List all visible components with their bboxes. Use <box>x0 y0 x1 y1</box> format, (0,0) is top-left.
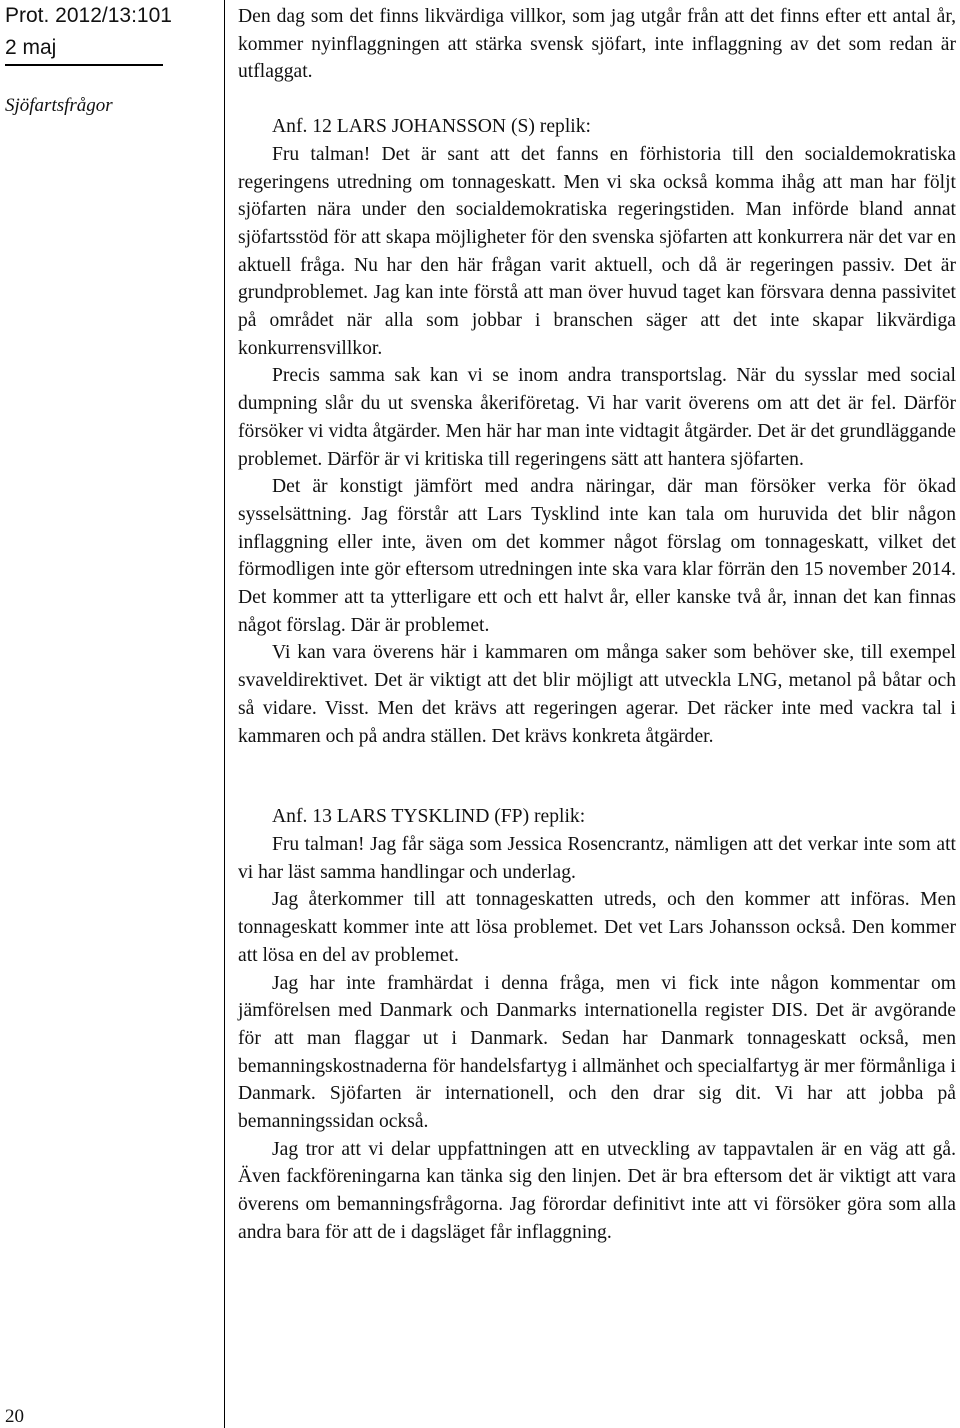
speech-paragraph: Jag återkommer till att tonnageskatten utreds, och den kommer att införas. Men tonnageskatt kommer inte att lösa problemet. Det vet Lars Johansson också. Den kommer att lösa en del av problemet. <box>238 889 956 966</box>
session-date: 2 maj <box>5 36 57 59</box>
speech-paragraph: Fru talman! Det är sant att det fanns en förhistoria till den socialdemokratiska regeringens utredning om tonnageskatt. Men vi ska också komma ihåg att man har följt sjöfarten nära under den socialdemokratiska regeringstiden. Man införde bland annat sjöfartsstöd för att skapa möjligheter för den svenska sjöfarten att konkurrera när det var en aktuell fråga. Nu har den här frågan varit aktuell, och då är regeringen passiv. Det är grundproblemet. Jag kan inte förstå att man över huvud taget kan försvara denna passivitet på området när alla som jobbar i branschen säger att det inte skapar likvärdiga konkurrensvillkor. <box>238 143 956 359</box>
speech-paragraph: Precis samma sak kan vi se inom andra transportslag. När du sysslar med social dumpning slår du ut svenska åkeriföretag. Vi har varit överens om att det är fel. Därför försöker vi vidta åtgärder. Men här har man inte vidtagit åtgärder. Det är det grundläggande problemet. Därför är vi kritiska till regeringens sätt att hantera sjöfarten. <box>238 365 956 470</box>
speech-paragraph: Vi kan vara överens här i kammaren om många saker som behöver ske, till exempel svaveldirektivet. Det är viktigt att det blir möjligt att utveckla LNG, metanol på båtar och så vidare. Visst. Men det krävs att regeringen agerar. Det räcker inte med vackra tal i kammaren och på andra ställen. Det krävs konkreta åtgärder. <box>238 642 956 747</box>
protocol-number: Prot. 2012/13:101 <box>5 4 172 27</box>
page-number: 20 <box>5 1406 24 1427</box>
margin-column <box>0 0 230 1428</box>
protocol-body <box>238 0 956 1247</box>
speech-heading: Anf. 12 LARS JOHANSSON (S) replik: <box>272 116 591 138</box>
date-underline <box>5 64 163 66</box>
topic-label: Sjöfartsfrågor <box>5 95 113 116</box>
margin-divider <box>224 0 225 1428</box>
speech-paragraph: Den dag som det finns likvärdiga villkor, som jag utgår från att det finns efter ett antal år, kommer nyinflaggningen att stärka svensk sjöfart, inte inflaggning av det som redan är utflaggat. <box>238 6 956 83</box>
speech-paragraph: Jag tror att vi delar uppfattningen att en utveckling av tappavtalen är en väg att gå. Även fackföreningarna kan tänka sig den linjen. Det är bra eftersom det är viktigt att vara överens om bemanningsfrågorna. Jag förordar definitivt inte att vi försöker göra som alla andra bara för att de i dagsläget får inflaggning. <box>238 1138 956 1243</box>
speech-paragraph: Jag har inte framhärdat i denna fråga, men vi fick inte någon kommentar om jämförelsen med Danmark och Danmarks internationella register DIS. Det är avgörande för att man flaggar ut i Danmark. Sedan har Danmark tonnageskatt också, men bemanningskostnaderna för handelsfartyg i allmänhet och specialfartyg är mer förmånliga i Danmark. Sjöfarten är internationell, och den drar sig dit. Vi har att jobba på bemanningssidan också. <box>238 972 956 1133</box>
speech-paragraph: Det är konstigt jämfört med andra näringar, där man försöker verka för ökad sysselsättning. Jag förstår att Lars Tysklind inte kan tala om huruvida det blir någon inflaggning eller inte, även om det kommer något förslag om tonnageskatt, vilket det förmodligen inte gör eftersom utredningen inte ska vara klar förrän den 15 november 2014. Det kommer att ta ytterligare ett och ett halvt år, eller kanske två år, innan det kan finnas något förslag. Där är problemet. <box>238 476 956 636</box>
speech-paragraph: Fru talman! Jag får säga som Jessica Rosencrantz, nämligen att det verkar inte som att vi har läst samma handlingar och underlag. <box>238 833 956 883</box>
speech-heading: Anf. 13 LARS TYSKLIND (FP) replik: <box>272 806 586 828</box>
